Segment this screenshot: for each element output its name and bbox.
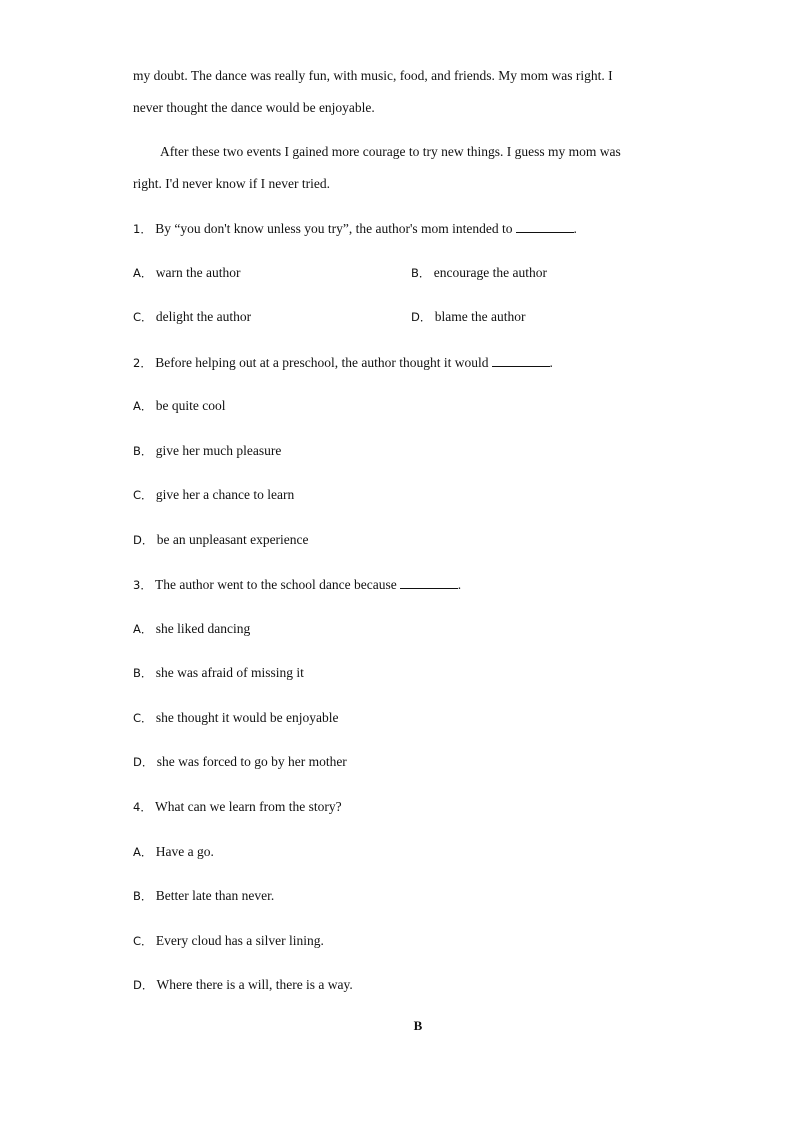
option-letter: B．: [411, 266, 431, 280]
option-letter: D．: [133, 755, 154, 769]
option-c: [133, 487, 294, 503]
answer-blank: [492, 354, 550, 367]
answer-blank: [400, 576, 458, 589]
option-b: [133, 888, 274, 904]
option-letter: C．: [133, 310, 153, 324]
question-1: [133, 220, 577, 237]
option-letter: B．: [133, 666, 153, 680]
option-d: [133, 754, 347, 770]
option-letter: C．: [133, 488, 153, 502]
option-text: she thought it would be enjoyable: [155, 710, 339, 725]
question-number: 2．: [133, 356, 152, 370]
passage-paragraph-start: After these two events I gained more courage to try new things. I guess my mom was: [160, 144, 621, 159]
option-b: [411, 265, 547, 281]
option-text: warn the author: [155, 265, 241, 280]
question-text: The author went to the school dance because: [154, 577, 397, 592]
question-number: 4．: [133, 800, 152, 814]
question-number: 1．: [133, 222, 152, 236]
passage-line: my doubt. The dance was really fun, with music, food, and friends. My mom was right. I: [133, 68, 613, 83]
option-a: [133, 265, 240, 281]
question-2: [133, 354, 553, 371]
section-heading: B: [413, 1018, 423, 1033]
question-4: [133, 799, 342, 815]
option-a: [133, 621, 250, 637]
option-b: [133, 665, 304, 681]
option-text: Better late than never.: [155, 888, 275, 903]
option-letter: B．: [133, 889, 153, 903]
option-d: [133, 532, 309, 548]
option-d: [133, 977, 353, 993]
answer-blank: [516, 220, 574, 233]
option-text: Have a go.: [155, 844, 214, 859]
question-3: [133, 576, 461, 593]
question-end: .: [549, 355, 553, 370]
option-text: give her a chance to learn: [155, 487, 295, 502]
option-letter: B．: [133, 444, 153, 458]
question-text: By “you don't know unless you try”, the author's mom intended to: [155, 221, 513, 236]
question-text: What can we learn from the story?: [154, 799, 342, 814]
option-letter: D．: [133, 978, 154, 992]
option-d: [411, 309, 525, 325]
option-letter: A．: [133, 399, 153, 413]
option-letter: A．: [133, 622, 153, 636]
question-end: .: [573, 221, 577, 236]
passage-line: never thought the dance would be enjoyable.: [133, 100, 375, 115]
option-b: [133, 443, 281, 459]
option-text: she was afraid of missing it: [155, 665, 304, 680]
option-text: she was forced to go by her mother: [156, 754, 347, 769]
question-number: 3．: [133, 578, 152, 592]
option-letter: C．: [133, 711, 153, 725]
option-c: [133, 710, 339, 726]
option-letter: C．: [133, 934, 153, 948]
option-text: give her much pleasure: [155, 443, 282, 458]
option-text: be quite cool: [155, 398, 226, 413]
option-text: encourage the author: [433, 265, 547, 280]
option-text: Where there is a will, there is a way.: [156, 977, 353, 992]
option-text: delight the author: [155, 309, 252, 324]
option-a: [133, 398, 225, 414]
option-a: [133, 844, 214, 860]
question-text: Before helping out at a preschool, the author thought it would: [155, 355, 489, 370]
option-letter: D．: [133, 533, 154, 547]
option-text: blame the author: [434, 309, 526, 324]
option-text: she liked dancing: [155, 621, 251, 636]
question-end: .: [457, 577, 462, 592]
option-text: be an unpleasant experience: [156, 532, 309, 547]
option-text: Every cloud has a silver lining.: [155, 933, 324, 948]
passage-line: right. I'd never know if I never tried.: [133, 176, 330, 191]
option-c: [133, 309, 251, 325]
option-c: [133, 933, 324, 949]
option-letter: A．: [133, 266, 153, 280]
option-letter: A．: [133, 845, 153, 859]
option-letter: D．: [411, 310, 432, 324]
